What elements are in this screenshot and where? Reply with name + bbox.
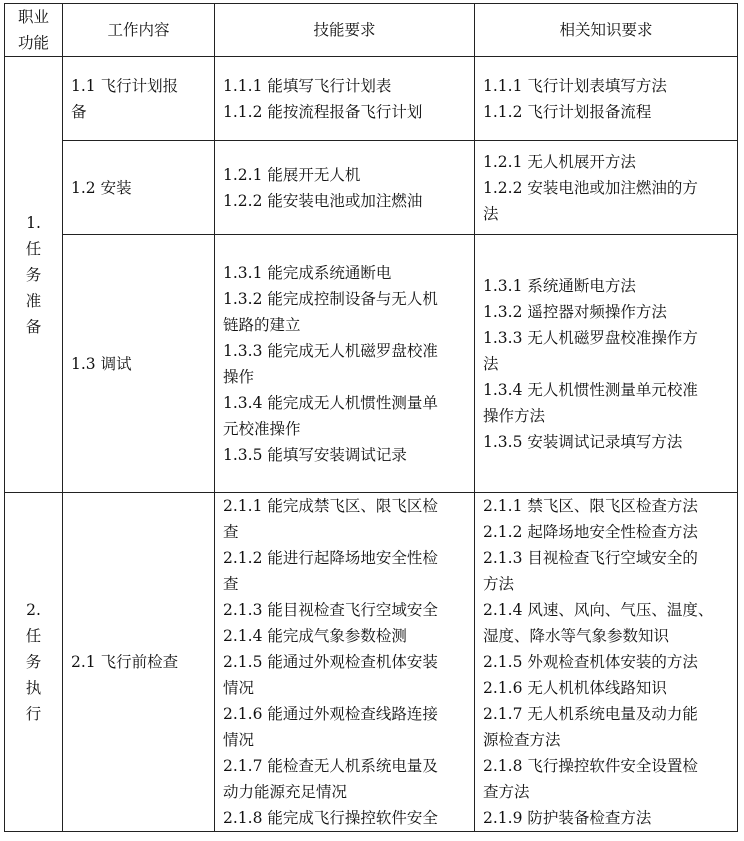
content-cell	[63, 57, 215, 141]
knowledge-line: 2.1.7 无人机系统电量及动力能	[483, 705, 698, 723]
table-row	[5, 141, 738, 235]
knowledge-line: 1.2.2 安装电池或加注燃油的方	[483, 178, 698, 197]
knowledge-line: 1.3.2 遥控器对频操作方法	[483, 302, 667, 321]
skill-line: 元校准操作	[223, 419, 301, 438]
header-row	[5, 4, 738, 57]
content-cell	[63, 493, 215, 832]
skill-line: 2.1.2 能进行起降场地安全性检	[223, 549, 438, 567]
occupation-standard-table	[4, 3, 738, 832]
header-function-line: 职业	[17, 8, 49, 26]
knowledge-line: 2.1.6 无人机机体线路知识	[483, 679, 667, 697]
table-row	[5, 235, 738, 493]
knowledge-line: 2.1.4 风速、风向、气压、温度、	[483, 601, 714, 619]
knowledge-cell	[475, 57, 738, 141]
content-line: 1.1 飞行计划报	[71, 76, 179, 95]
skill-line: 1.1.1 能填写飞行计划表	[223, 76, 392, 95]
knowledge-line: 法	[483, 204, 499, 223]
skill-line: 情况	[223, 731, 255, 749]
skill-line: 2.1.5 能通过外观检查机体安装	[223, 653, 438, 671]
content-line: 1.2 安装	[71, 178, 132, 197]
skill-line: 1.3.2 能完成控制设备与无人机	[223, 289, 438, 308]
knowledge-line: 1.3.5 安装调试记录填写方法	[483, 432, 683, 451]
skill-line: 1.2.1 能展开无人机	[223, 165, 361, 184]
skill-line: 操作	[223, 367, 255, 386]
skill-line: 链路的建立	[223, 315, 301, 334]
skill-line: 2.1.8 能完成飞行操控软件安全	[223, 809, 438, 827]
table-row	[5, 493, 738, 832]
content-cell	[63, 141, 215, 235]
function-char: 执	[25, 679, 42, 697]
skill-line: 2.1.3 能目视检查飞行空域安全	[223, 601, 438, 619]
skill-line: 2.1.1 能完成禁飞区、限飞区检	[223, 497, 438, 515]
function-cell-task-prep	[5, 57, 63, 493]
knowledge-line: 1.3.4 无人机惯性测量单元校准	[483, 380, 698, 399]
skill-line: 1.2.2 能安装电池或加注燃油	[223, 191, 423, 210]
knowledge-line: 2.1.3 目视检查飞行空域安全的	[483, 549, 698, 567]
skill-line: 2.1.4 能完成气象参数检测	[223, 627, 407, 645]
skills-cell	[215, 57, 475, 141]
function-char: 任	[25, 627, 42, 645]
skill-line: 1.1.2 能按流程报备飞行计划	[223, 102, 423, 121]
knowledge-line: 1.2.1 无人机展开方法	[483, 152, 636, 171]
content-line: 备	[71, 102, 87, 121]
function-char: 准	[25, 291, 42, 310]
knowledge-line: 查方法	[483, 783, 530, 801]
skill-line: 情况	[223, 679, 255, 697]
header-skills: 技能要求	[215, 4, 475, 57]
function-char: 2.	[26, 601, 41, 619]
knowledge-line: 操作方法	[483, 406, 546, 425]
skills-cell	[215, 493, 475, 832]
table-row	[5, 57, 738, 141]
skill-line: 1.3.3 能完成无人机磁罗盘校准	[223, 341, 438, 360]
function-char: 务	[25, 653, 42, 671]
knowledge-line: 1.1.2 飞行计划报备流程	[483, 102, 652, 121]
function-char: 任	[25, 239, 42, 258]
header-function-line: 功能	[17, 34, 49, 52]
knowledge-line: 法	[483, 354, 499, 373]
function-char: 备	[25, 317, 42, 336]
knowledge-line: 2.1.9 防护装备检查方法	[483, 809, 652, 827]
knowledge-cell	[475, 493, 738, 832]
skill-line: 1.3.4 能完成无人机惯性测量单	[223, 393, 438, 412]
function-char: 务	[25, 265, 42, 284]
skills-cell	[215, 141, 475, 235]
skill-line: 2.1.7 能检查无人机系统电量及	[223, 757, 438, 775]
header-function	[5, 4, 63, 57]
header-knowledge: 相关知识要求	[475, 4, 738, 57]
function-char: 行	[25, 705, 42, 723]
skills-cell	[215, 235, 475, 493]
knowledge-cell	[475, 235, 738, 493]
content-cell	[63, 235, 215, 493]
skill-line: 1.3.5 能填写安装调试记录	[223, 445, 407, 464]
knowledge-line: 2.1.5 外观检查机体安装的方法	[483, 653, 698, 671]
knowledge-line: 湿度、降水等气象参数知识	[483, 627, 670, 645]
knowledge-line: 方法	[483, 575, 515, 593]
knowledge-line: 2.1.1 禁飞区、限飞区检查方法	[483, 497, 698, 515]
knowledge-line: 1.3.3 无人机磁罗盘校准操作方	[483, 328, 698, 347]
skill-line: 查	[223, 523, 239, 541]
knowledge-cell	[475, 141, 738, 235]
knowledge-line: 1.3.1 系统通断电方法	[483, 276, 636, 295]
knowledge-line: 源检查方法	[483, 731, 561, 749]
header-content: 工作内容	[63, 4, 215, 57]
skill-line: 1.3.1 能完成系统通断电	[223, 263, 392, 282]
content-line: 1.3 调试	[71, 354, 132, 373]
knowledge-line: 2.1.2 起降场地安全性检查方法	[483, 523, 698, 541]
function-cell-task-exec	[5, 493, 63, 832]
content-line: 2.1 飞行前检查	[71, 653, 179, 671]
knowledge-line: 1.1.1 飞行计划表填写方法	[483, 76, 667, 95]
knowledge-line: 2.1.8 飞行操控软件安全设置检	[483, 757, 698, 775]
function-char: 1.	[26, 213, 41, 232]
skill-line: 2.1.6 能通过外观检查线路连接	[223, 705, 438, 723]
skill-line: 查	[223, 575, 239, 593]
skill-line: 动力能源充足情况	[223, 783, 348, 801]
